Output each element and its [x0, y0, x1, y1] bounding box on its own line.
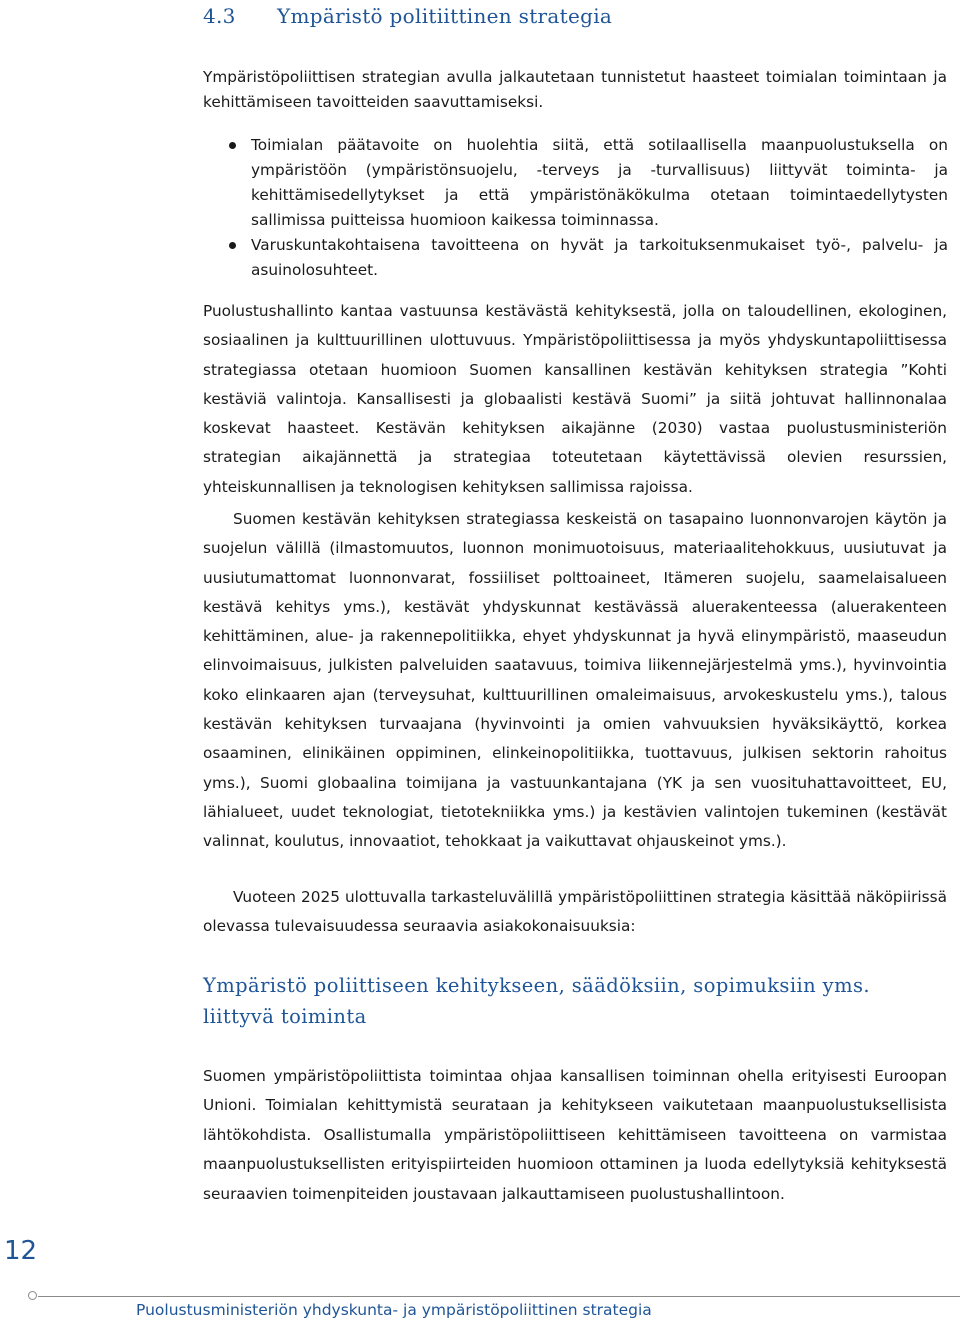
body-paragraph: Puolustushallinto kantaa vastuunsa kestävästä kehityksestä, jolla on taloudellinen, ekologinen, sosiaalinen ja kulttuurillinen ulottuvuus. Ympäristöpoliittisessa ja myös yhdyskuntapoliittisessa strategiassa otetaan huomioon Suomen kansallinen kestävän kehityksen strategia ”Kohti kestäviä valintoja. Kansallisesti ja globaalisti kestävä Suomi” ja siitä johtuvat hallinnonalaa koskevat haasteet. Kestävän kehityksen aikajänne (2030) vastaa puolustusministeriön strategian aikajännettä ja strategiaa toteutetaan käytettävissä olevien resurssien, yhteiskunnallisen ja teknologisen kehityksen sallimissa rajoissa. — [203, 302, 947, 496]
intro-paragraph: Ympäristöpoliittisen strategian avulla jalkautetaan tunnistetut haasteet toimialan toimintaan ja kehittämiseen tavoitteiden saavuttamiseksi. — [203, 68, 947, 111]
footer-title: Puolustusministeriön yhdyskunta- ja ympäristöpoliittinen strategia — [136, 1301, 652, 1319]
section-number: 4.3 — [203, 4, 236, 28]
goals-bullet-list — [251, 133, 948, 283]
bullet-icon — [229, 142, 236, 149]
body-paragraph: Suomen kestävän kehityksen strategiassa keskeistä on tasapaino luonnonvarojen käytön ja suojelun välillä (ilmastomuutos, luonnon monimuotoisuus, materiaalitehokkuus, uusiutuvat ja uusiutumattomat luonnonvarat, fossiiliset polttoaineet, Itämeren suojelu, saamelaisalueen kestävä kehitys yms.), kestävät yhdyskunnat kestävässä aluerakenteessa (aluerakenteen kehittäminen, alue- ja rakennepolitiikka, ehyet yhdyskunnat ja hyvä elinympäristö, maaseudun elinvoimaisuus, julkisten palveluiden saatavuus, toimiva liikennejärjestelmä yms.), hyvinvointia koko elinkaaren ajan (terveysuhat, kulttuurillinen omaleimaisuus, arvokeskustelu yms.), talous kestävän kehityksen turvaajana (hyvinvointi ja omien vahvuuksien hyväksikäyttö, korkea osaaminen, elinikäinen oppiminen, elinkeinopolitiikka, tuottavuus, julkisen sektorin rahoitus yms.), Suomi globaalina toimijana ja vastuunkantajana (YK ja sen vuosituhattavoitteet, EU, lähialueet, uudet teknologiat, tietotekniikka yms.) ja kestävien valintojen tukeminen (kestävät valinnat, koulutus, innovaatiot, tehokkaat ja vaikuttavat ohjauskeinot yms.). — [203, 510, 947, 851]
page-number: 12 — [4, 1236, 38, 1266]
list-item — [251, 133, 948, 233]
bullet-text: Varuskuntakohtaisena tavoitteena on hyvät ja tarkoituksenmukaiset työ-, palvelu- ja asuinolosuhteet. — [251, 236, 948, 279]
bullet-icon — [229, 242, 236, 249]
subsection-heading: Ympäristö poliittiseen kehitykseen, säädöksiin, sopimuksiin yms. liittyvä toiminta — [203, 974, 870, 1028]
body-paragraph: Vuoteen 2025 ulottuvalla tarkasteluvälillä ympäristöpoliittinen strategia käsittää näköpiirissä olevassa tulevaisuudessa seuraavia asiakokonaisuuksia: — [203, 888, 947, 936]
footer-divider — [38, 1296, 960, 1297]
list-item — [251, 233, 948, 283]
section-title: Ympäristö politiittinen strategia — [277, 4, 613, 28]
bullet-text: Toimialan päätavoite on huolehtia siitä, että sotilaallisella maanpuolustuksella on ympäristöön (ympäristönsuojelu, -terveys ja -turvallisuus) liittyvät toiminta- ja kehittämisedellytykset ja että ympäristönäkökulma otetaan toimintaedellytysten sallimissa puitteissa huomioon kaikessa toiminnassa. — [251, 136, 948, 229]
footer-circle-icon — [28, 1291, 37, 1300]
subsection-paragraph: Suomen ympäristöpoliittista toimintaa ohjaa kansallisen toiminnan ohella erityisesti Euroopan Unioni. Toimialan kehittymistä seurataan ja kehitykseen vaikutetaan maanpuolustuksellisista lähtökohdista. Osallistumalla ympäristöpoliittiseen kehittämiseen tavoitteena on varmistaa maanpuolustuksellisten erityispiirteiden huomioon ottaminen ja luoda edellytyksiä kehityksestä seuraavien toimenpiteiden joustavaan jalkauttamiseen puolustushallintoon. — [203, 1067, 947, 1203]
